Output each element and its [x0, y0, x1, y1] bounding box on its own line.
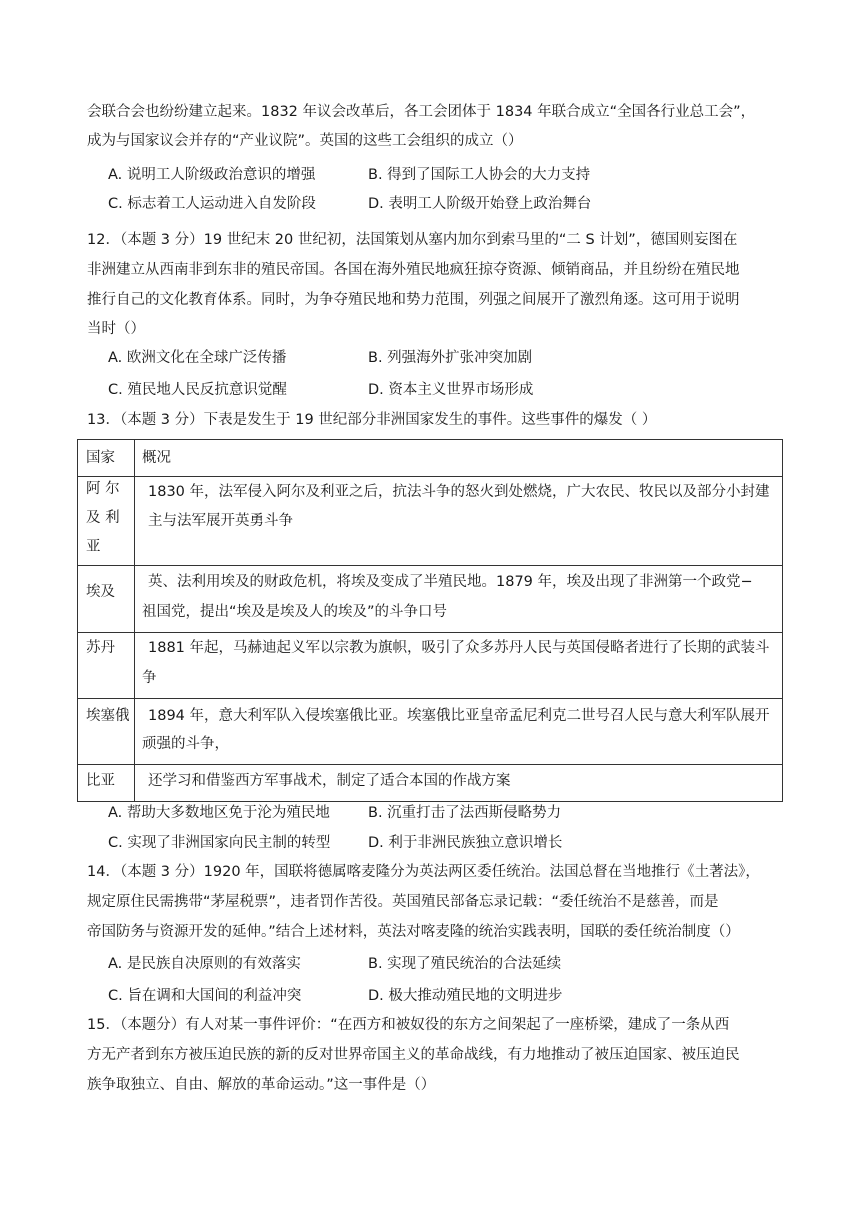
table-row-divider [78, 764, 782, 765]
q14-options-row-2 [108, 982, 788, 1011]
q14-stem-line-3: 帝国防务与资源开发的延伸。”结合上述材料，英法对喀麦隆的统治实践表明，国联的委任统治制度（） [87, 924, 740, 940]
q14-option-c[interactable]: C. 旨在调和大国间的利益冲突 [108, 988, 302, 1004]
table-cell-summary: 争 [142, 670, 157, 686]
q11-option-b[interactable]: B. 得到了国际工人协会的大力支持 [368, 167, 591, 183]
q12-stem-line-4: 当时（） [87, 321, 145, 337]
q11-options-row-2 [108, 190, 788, 219]
q12-options-row-1 [108, 344, 788, 373]
q11-option-c[interactable]: C. 标志着工人运动进入自发阶段 [108, 196, 316, 212]
q15-stem-line-2: 方无产者到东方被压迫民族的新的反对世界帝国主义的革命战线，有力地推动了被压迫国家、被压迫民 [87, 1047, 740, 1063]
q13-options-row-1 [108, 799, 788, 828]
table-cell-country: 苏丹 [86, 640, 115, 656]
table-cell-summary: 顽强的斗争， [142, 736, 229, 752]
events-table [77, 439, 783, 802]
q14-option-d[interactable]: D. 极大推动殖民地的文明进步 [368, 988, 563, 1004]
q11-options-row-1 [108, 161, 788, 190]
q13-option-a[interactable]: A. 帮助大多数地区免于沦为殖民地 [108, 805, 330, 821]
q12-stem-line-1: 12．（本题 3 分）19 世纪末 20 世纪初，法国策划从塞内加尔到索马里的“二 S 计划”，德国则妄图在 [87, 232, 738, 248]
table-header-country: 国家 [86, 450, 115, 466]
q15-stem-line-3: 族争取独立、自由、解放的革命运动。”这一事件是（） [87, 1077, 436, 1093]
table-cell-country: 阿 尔 [86, 481, 120, 497]
table-cell-summary: 英、法利用埃及的财政危机，将埃及变成了半殖民地。1879 年，埃及出现了非洲第一个政党− [148, 574, 753, 590]
table-header-summary: 概况 [142, 450, 171, 466]
q13-option-c[interactable]: C. 实现了非洲国家向民主制的转型 [108, 835, 331, 851]
table-cell-summary: 还学习和借鉴西方军事战术，制定了适合本国的作战方案 [148, 773, 511, 789]
q12-option-b[interactable]: B. 列强海外扩张冲突加剧 [368, 350, 533, 366]
table-cell-summary: 1830 年，法军侵入阿尔及利亚之后，抗法斗争的怒火到处燃烧，广大农民、牧民以及部分小封建 [148, 484, 770, 500]
q14-option-b[interactable]: B. 实现了殖民统治的合法延续 [368, 956, 562, 972]
table-cell-summary: 主与法军展开英勇斗争 [148, 513, 293, 529]
table-cell-country: 埃塞俄 [86, 708, 130, 724]
q12-stem-line-2: 非洲建立从西南非到东非的殖民帝国。各国在海外殖民地疯狂掠夺资源、倾销商品，并且纷纷在殖民地 [87, 262, 740, 278]
q12-option-d[interactable]: D. 资本主义世界市场形成 [368, 382, 534, 398]
table-cell-summary: 1894 年，意大利军队入侵埃塞俄比亚。埃塞俄比亚皇帝孟尼利克二世号召人民与意大利军队展开 [148, 708, 770, 724]
q12-options-row-2 [108, 376, 788, 405]
q14-option-a[interactable]: A. 是民族自决原则的有效落实 [108, 956, 301, 972]
table-column-divider [134, 440, 135, 801]
table-cell-summary: 1881 年起，马赫迪起义军以宗教为旗帜，吸引了众多苏丹人民与英国侵略者进行了长期的武装斗 [148, 640, 770, 656]
table-row-divider [78, 632, 782, 633]
q11-option-d[interactable]: D. 表明工人阶级开始登上政治舞台 [368, 196, 592, 212]
table-cell-country: 亚 [86, 539, 101, 555]
table-row-divider [78, 565, 782, 566]
q11-stem-line-1: 会联合会也纷纷建立起来。1832 年议会改革后，各工会团体于 1834 年联合成立“全国各行业总工会”， [87, 104, 756, 120]
q14-stem-line-1: 14．（本题 3 分）1920 年，国联将德属喀麦隆分为英法两区委任统治。法国总督在当地推行《土著法》， [87, 864, 760, 880]
table-row-divider [78, 476, 782, 477]
q14-options-row-1 [108, 950, 788, 979]
q11-stem-line-2: 成为与国家议会并存的“产业议院”。英国的这些工会组织的成立（） [87, 133, 523, 149]
q13-option-d[interactable]: D. 利于非洲民族独立意识增长 [368, 835, 563, 851]
q14-stem-line-2: 规定原住民需携带“茅屋税票”，违者罚作苦役。英国殖民部备忘录记载：“委任统治不是慈善，而是 [87, 894, 719, 910]
q13-options-row-2 [108, 829, 788, 858]
table-row-divider [78, 698, 782, 699]
q12-option-a[interactable]: A. 欧洲文化在全球广泛传播 [108, 350, 287, 366]
table-cell-country: 比亚 [86, 773, 115, 789]
table-cell-country: 埃及 [86, 584, 115, 600]
table-cell-country: 及 利 [86, 510, 120, 526]
q15-stem-line-1: 15．（本题分）有人对某一事件评价：“在西方和被奴役的东方之间架起了一座桥梁，建成了一条从西 [87, 1017, 730, 1033]
q13-stem-line-1: 13．（本题 3 分）下表是发生于 19 世纪部分非洲国家发生的事件。这些事件的爆发（ ） [87, 412, 657, 428]
q11-option-a[interactable]: A. 说明工人阶级政治意识的增强 [108, 167, 316, 183]
q12-stem-line-3: 推行自己的文化教育体系。同时，为争夺殖民地和势力范围，列强之间展开了激烈角逐。这可用于说明 [87, 292, 740, 308]
q12-option-c[interactable]: C. 殖民地人民反抗意识觉醒 [108, 382, 287, 398]
table-cell-summary: 祖国党，提出“埃及是埃及人的埃及”的斗争口号 [142, 604, 448, 620]
q13-option-b[interactable]: B. 沉重打击了法西斯侵略势力 [368, 805, 562, 821]
